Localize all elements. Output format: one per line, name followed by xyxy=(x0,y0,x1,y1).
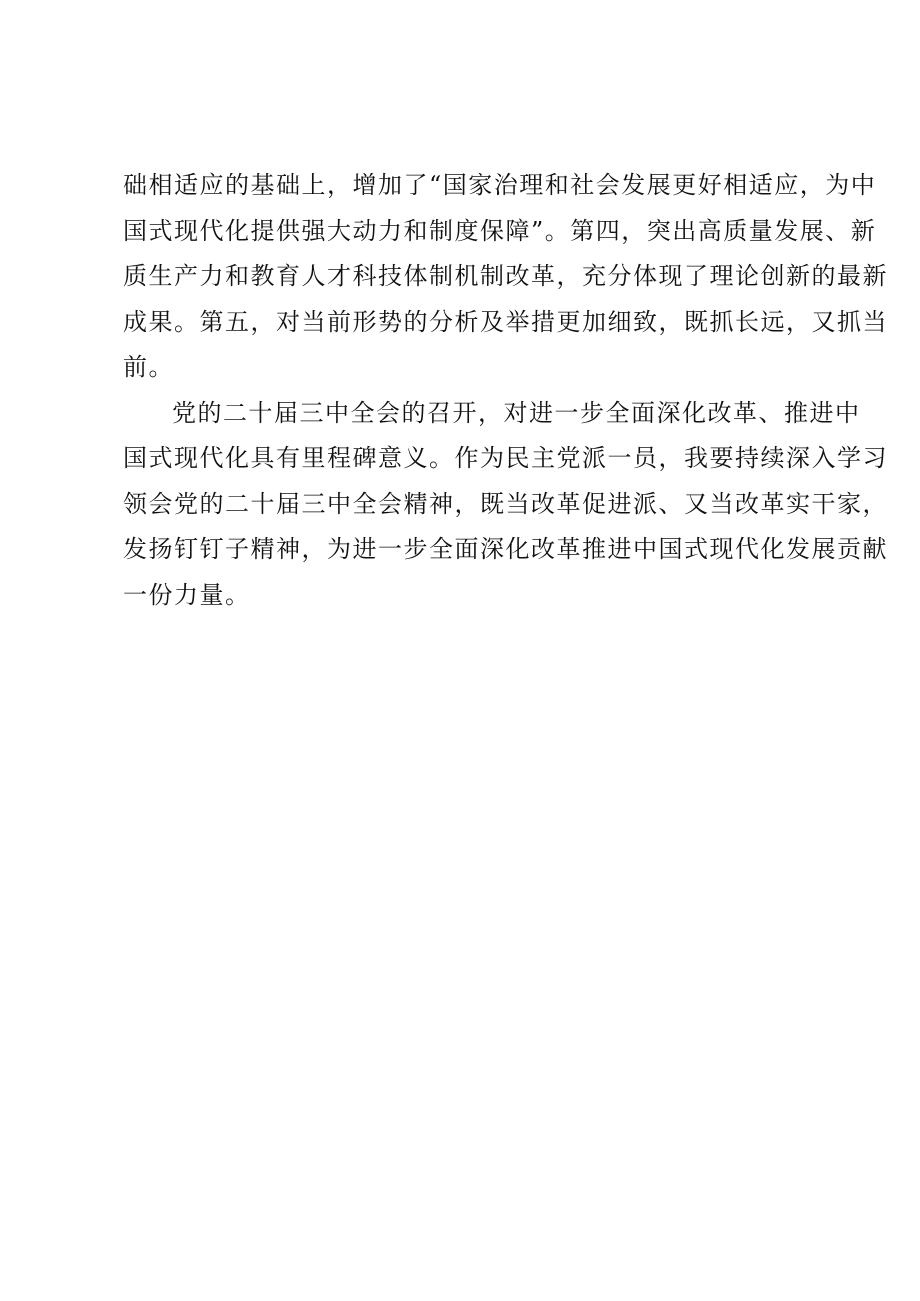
text-line: 一份力量。 xyxy=(123,580,251,609)
text-line: 础相适应的基础上，增加了“国家治理和社会发展更好相适应，为中 xyxy=(123,171,877,199)
paragraph-continuation xyxy=(123,163,888,391)
document-body xyxy=(123,163,888,618)
text-line: 国式现代化具有里程碑意义。作为民主党派一员，我要持续深入学习 xyxy=(123,444,888,472)
text-line: 成果。第五，对当前形势的分析及举措更加细致，既抓长远，又抓当 xyxy=(123,307,888,336)
text-line: 领会党的二十届三中全会精神，既当改革促进派、又当改革实干家， xyxy=(123,489,888,518)
text-line: 党的二十届三中全会的召开，对进一步全面深化改革、推进中 xyxy=(172,398,861,427)
text-line: 国式现代化提供强大动力和制度保障”。第四，突出高质量发展、新 xyxy=(123,216,877,245)
text-line: 发扬钉钉子精神，为进一步全面深化改革推进中国式现代化发展贡献 xyxy=(123,535,888,563)
text-line: 前。 xyxy=(123,353,174,381)
text-line: 质生产力和教育人才科技体制机制改革，充分体现了理论创新的最新 xyxy=(123,262,888,290)
paragraph-conclusion xyxy=(123,391,888,619)
